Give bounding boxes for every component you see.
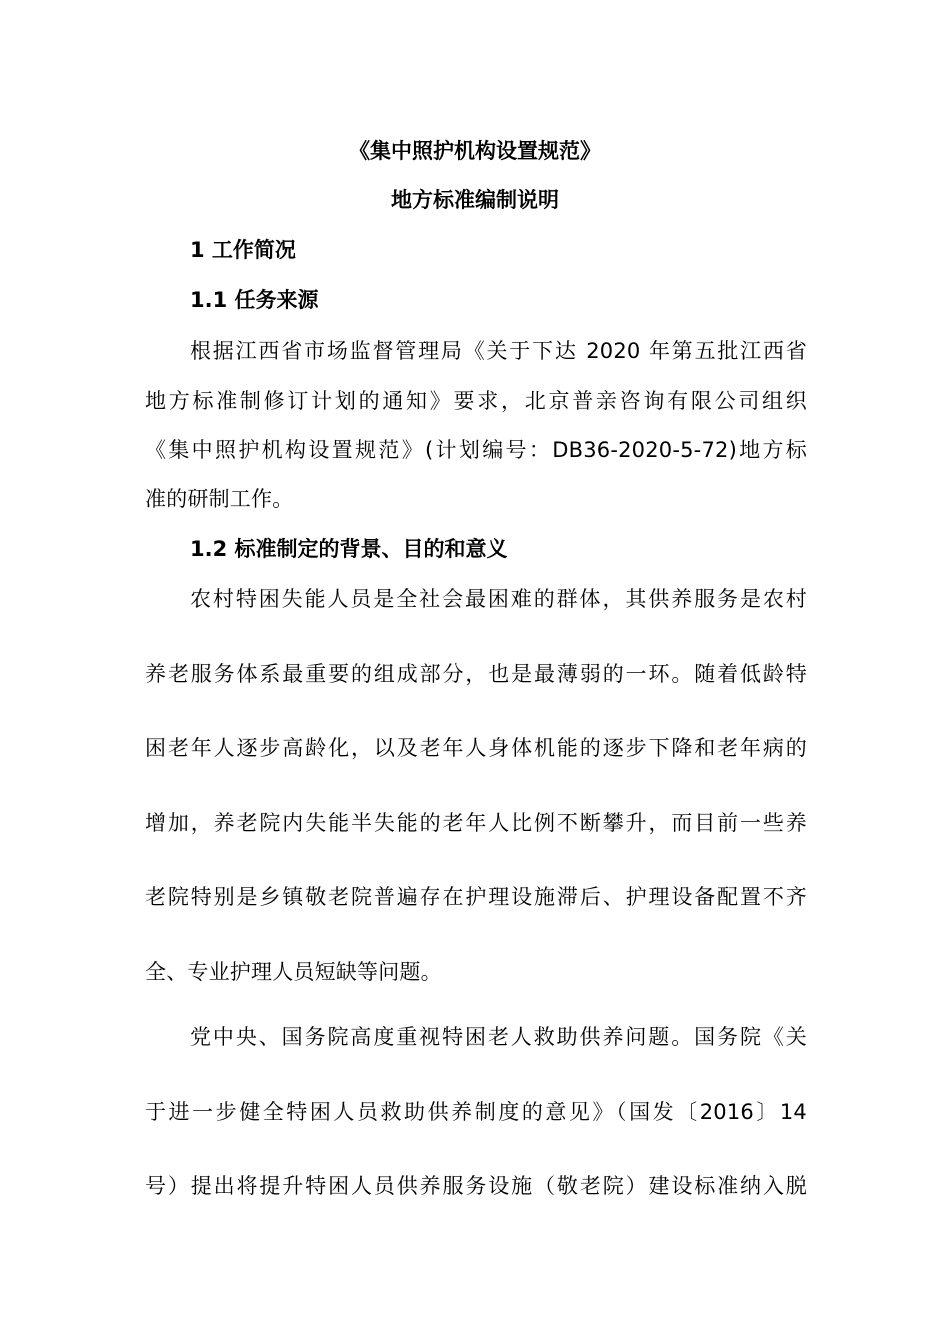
document-subtitle: 地方标准编制说明 (391, 188, 559, 212)
paragraph-3-line: 党中央、国务院高度重视特困老人救助供养问题。国务院《关 (190, 1025, 807, 1049)
paragraph-2-line: 农村特困失能人员是全社会最困难的群体，其供养服务是农村 (190, 587, 807, 611)
paragraph-2-line: 全、专业护理人员短缺等问题。 (145, 960, 442, 984)
paragraph-2-line: 养老服务体系最重要的组成部分，也是最薄弱的一环。随着低龄特 (145, 662, 807, 686)
paragraph-1-line: 根据江西省市场监督管理局《关于下达 2020 年第五批江西省 (190, 339, 807, 363)
paragraph-2-line: 增加，养老院内失能半失能的老年人比例不断攀升，而目前一些养 (145, 811, 807, 835)
paragraph-3-line: 号）提出将提升特困人员供养服务设施（敬老院）建设标准纳入脱 (145, 1174, 807, 1198)
section-1-1-heading: 1.1 任务来源 (190, 288, 319, 312)
paragraph-2-line: 老院特别是乡镇敬老院普遍存在护理设施滞后、护理设备配置不齐 (145, 885, 807, 909)
section-1-2-heading: 1.2 标准制定的背景、目的和意义 (190, 537, 508, 561)
paragraph-2-line: 困老年人逐步高龄化，以及老年人身体机能的逐步下降和老年病的 (145, 736, 807, 760)
paragraph-1-line: 准的研制工作。 (145, 487, 294, 511)
document-title: 《集中照护机构设置规范》 (349, 139, 601, 163)
section-1-heading: 1 工作简况 (190, 238, 296, 262)
paragraph-1-line: 《集中照护机构设置规范》(计划编号：DB36-2020-5-72)地方标 (145, 438, 807, 462)
paragraph-1-line: 地方标准制修订计划的通知》要求，北京普亲咨询有限公司组织 (145, 389, 807, 413)
paragraph-3-line: 于进一步健全特困人员救助供养制度的意见》（国发〔2016〕14 (145, 1100, 807, 1124)
